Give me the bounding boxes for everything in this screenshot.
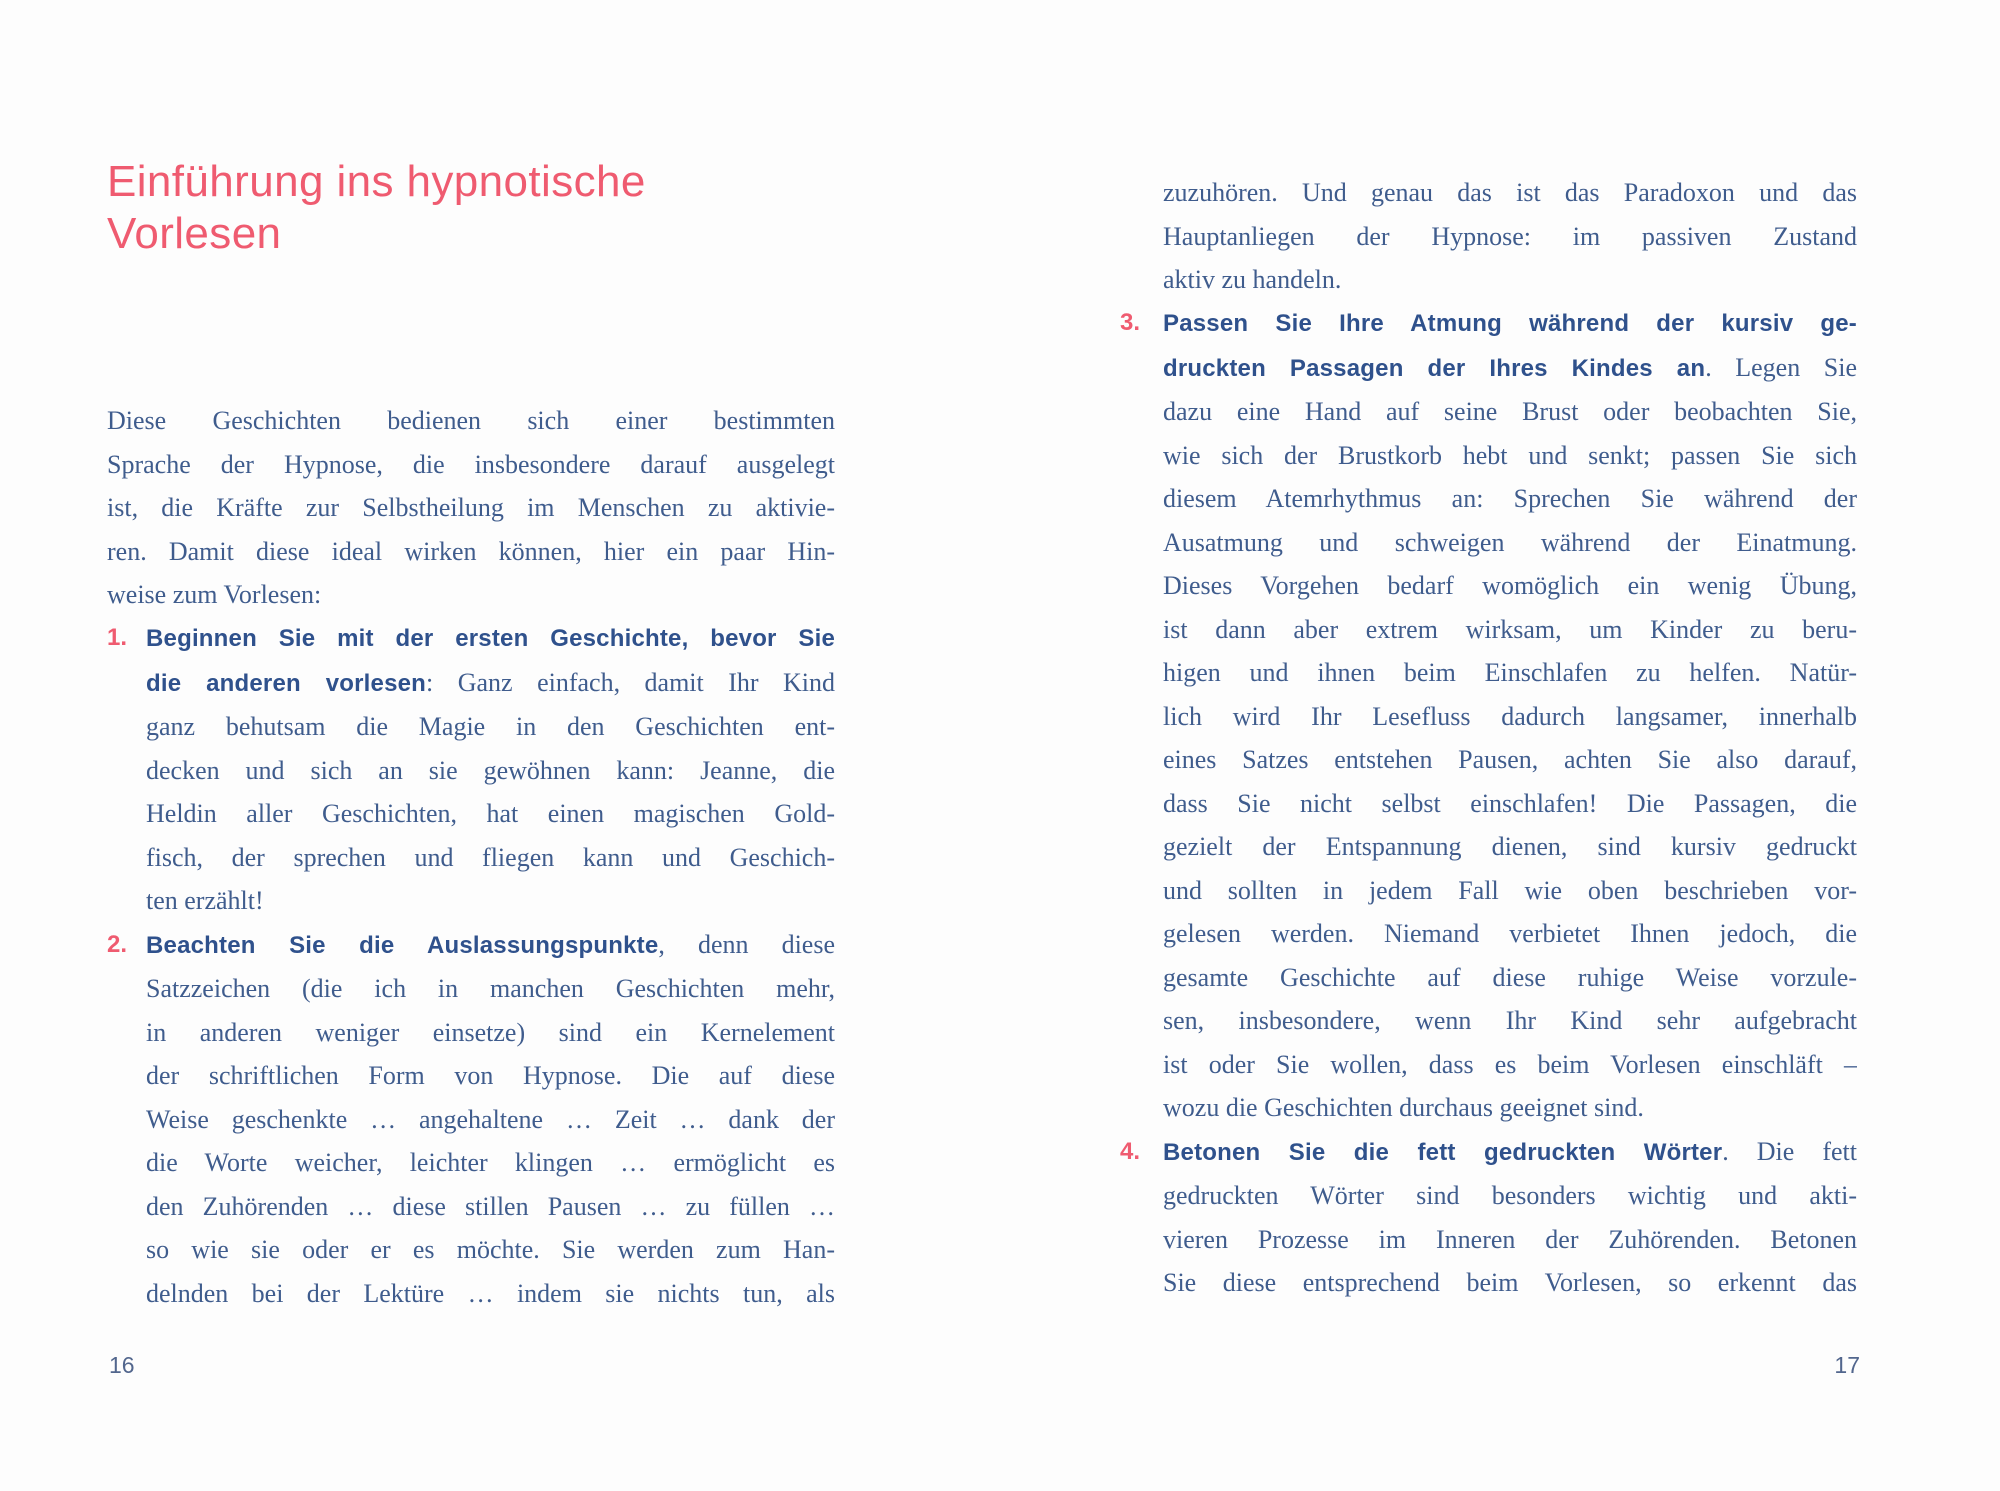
- text-line: [1163, 258, 1857, 302]
- list-item-number: 4.: [1120, 1137, 1141, 1165]
- bold-text-segment: Passen Sie Ihre Atmung während der kursiv ge-: [1163, 310, 1857, 337]
- text-line: [1163, 651, 1857, 695]
- text-segment: sen, insbesondere, wenn Ihr Kind sehr aufgebracht: [1163, 1006, 1857, 1035]
- text-line: [1163, 1218, 1857, 1262]
- text-segment: ganz behutsam die Magie in den Geschichten ent-: [146, 712, 835, 741]
- text-segment: weise zum Vorlesen:: [107, 580, 322, 609]
- text-segment: eines Satzes entstehen Pausen, achten Sie also darauf,: [1163, 745, 1857, 774]
- text-line: [1163, 1261, 1857, 1305]
- text-line: [107, 530, 835, 574]
- text-line: [1163, 477, 1857, 521]
- text-line: [1163, 215, 1857, 259]
- text-line: [146, 616, 835, 661]
- text-segment: diesem Atemrhythmus an: Sprechen Sie während der: [1163, 484, 1857, 513]
- text-segment: Diese Geschichten bedienen sich einer bestimmten: [107, 406, 835, 435]
- text-segment: Hauptanliegen der Hypnose: im passiven Zustand: [1163, 221, 1857, 251]
- text-segment: . Legen Sie: [1705, 352, 1857, 382]
- text-line: [146, 1054, 835, 1098]
- text-line: [1163, 738, 1857, 782]
- text-segment: . Die fett: [1722, 1136, 1857, 1166]
- page-title-line: Einführung ins hypnotische: [107, 157, 646, 206]
- text-segment: so wie sie oder er es möchte. Sie werden zum Han-: [146, 1235, 835, 1264]
- list-item-text: [146, 616, 835, 923]
- text-segment: ten erzählt!: [146, 886, 264, 915]
- text-line: [1163, 390, 1857, 434]
- bold-text-segment: Beginnen Sie mit der ersten Geschichte, bevor Sie: [146, 625, 835, 652]
- text-line: [107, 399, 835, 443]
- list-item-text: [146, 923, 835, 1316]
- page-title: [107, 156, 857, 260]
- text-line: [1163, 346, 1857, 391]
- text-line: [1163, 564, 1857, 608]
- text-line: [1163, 869, 1857, 913]
- bold-text-segment: Beachten Sie die Auslassungspunkte: [146, 931, 659, 959]
- list-item: [1120, 1130, 1857, 1305]
- list-item-text: [1163, 1130, 1857, 1305]
- text-segment: ist dann aber extrem wirksam, um Kinder zu beru-: [1163, 614, 1857, 644]
- list-item: [107, 923, 835, 1316]
- text-line: [146, 923, 835, 968]
- list-item-number: 3.: [1120, 309, 1141, 336]
- page-number-left: 16: [109, 1352, 135, 1378]
- intro-paragraph: [107, 399, 835, 617]
- text-line: [1163, 782, 1857, 826]
- bold-text-segment: druckten Passagen der Ihres Kindes an: [1163, 354, 1706, 382]
- text-segment: wozu die Geschichten durchaus geeignet sind.: [1163, 1093, 1644, 1122]
- text-line: [146, 1141, 835, 1185]
- text-segment: gezielt der Entspannung dienen, sind kursiv gedruckt: [1163, 832, 1857, 861]
- text-line: [146, 1011, 835, 1055]
- bold-text-segment: die anderen vorlesen: [146, 669, 427, 697]
- text-line: [1163, 434, 1857, 478]
- text-line: [1163, 1130, 1857, 1175]
- text-segment: Sprache der Hypnose, die insbesondere darauf ausgelegt: [107, 449, 835, 479]
- text-segment: den Zuhörenden … diese stillen Pausen … zu füllen …: [146, 1191, 835, 1221]
- text-segment: , denn diese: [658, 929, 835, 959]
- text-segment: die Worte weicher, leichter klingen … ermöglicht es: [146, 1148, 835, 1177]
- text-line: [146, 1228, 835, 1272]
- continuation-paragraph: [1163, 171, 1857, 302]
- text-segment: Heldin aller Geschichten, hat einen magischen Gold-: [146, 799, 835, 828]
- text-segment: higen und ihnen beim Einschlafen zu helfen. Natür-: [1163, 658, 1857, 687]
- text-segment: lich wird Ihr Lesefluss dadurch langsamer, innerhalb: [1163, 701, 1857, 731]
- text-line: [1163, 171, 1857, 215]
- text-line: [1163, 825, 1857, 869]
- text-line: [1163, 999, 1857, 1043]
- text-segment: der schriftlichen Form von Hypnose. Die auf diese: [146, 1061, 835, 1090]
- text-line: [107, 573, 835, 617]
- text-line: [1163, 912, 1857, 956]
- text-line: [107, 486, 835, 530]
- text-segment: dass Sie nicht selbst einschlafen! Die Passagen, die: [1163, 788, 1857, 818]
- instruction-list-right: [1120, 301, 1857, 1305]
- text-segment: in anderen weniger einsetze) sind ein Kernelement: [146, 1017, 835, 1047]
- text-line: [146, 661, 835, 706]
- text-line: [1163, 608, 1857, 652]
- text-segment: Satzzeichen (die ich in manchen Geschichten mehr,: [146, 974, 835, 1003]
- text-segment: : Ganz einfach, damit Ihr Kind: [426, 667, 835, 697]
- page-title-line: Vorlesen: [107, 209, 282, 258]
- page-number-right: 17: [1834, 1352, 1860, 1378]
- text-segment: ist oder Sie wollen, dass es beim Vorlesen einschläft –: [1163, 1049, 1857, 1079]
- text-segment: ist, die Kräfte zur Selbstheilung im Menschen zu aktivie-: [107, 493, 835, 522]
- text-segment: dazu eine Hand auf seine Brust oder beobachten Sie,: [1163, 397, 1857, 426]
- text-line: [146, 836, 835, 880]
- text-line: [146, 792, 835, 836]
- list-item-text: [1163, 301, 1857, 1130]
- text-line: [1163, 301, 1857, 346]
- text-line: [1163, 521, 1857, 565]
- text-line: [146, 1098, 835, 1142]
- list-item-number: 1.: [107, 624, 128, 651]
- text-line: [146, 967, 835, 1011]
- text-segment: Dieses Vorgehen bedarf womöglich ein wenig Übung,: [1163, 571, 1857, 600]
- text-segment: Ausatmung und schweigen während der Einatmung.: [1163, 527, 1857, 557]
- list-item-number: 2.: [107, 930, 128, 958]
- text-line: [1163, 695, 1857, 739]
- text-segment: ren. Damit diese ideal wirken können, hier ein paar Hin-: [107, 536, 835, 566]
- text-line: [1163, 1086, 1857, 1130]
- list-item: [1120, 301, 1857, 1130]
- text-line: [107, 443, 835, 487]
- text-segment: wie sich der Brustkorb hebt und senkt; passen Sie sich: [1163, 440, 1857, 470]
- text-segment: vieren Prozesse im Inneren der Zuhörenden. Betonen: [1163, 1224, 1857, 1254]
- text-segment: delnden bei der Lektüre … indem sie nichts tun, als: [146, 1278, 835, 1308]
- text-segment: Weise geschenkte … angehaltene … Zeit … dank der: [146, 1104, 835, 1134]
- text-segment: gedruckten Wörter sind besonders wichtig und akti-: [1163, 1181, 1857, 1210]
- text-line: [1163, 1043, 1857, 1087]
- text-line: [1163, 1174, 1857, 1218]
- text-line: [146, 749, 835, 793]
- text-line: [146, 879, 835, 923]
- text-line: [146, 1185, 835, 1229]
- text-segment: decken und sich an sie gewöhnen kann: Jeanne, die: [146, 755, 835, 785]
- text-segment: gelesen werden. Niemand verbietet Ihnen jedoch, die: [1163, 919, 1857, 948]
- instruction-list-left: [107, 616, 835, 1315]
- text-line: [1163, 956, 1857, 1000]
- text-line: [146, 705, 835, 749]
- text-segment: aktiv zu handeln.: [1163, 265, 1342, 294]
- text-segment: zuzuhören. Und genau das ist das Paradoxon und das: [1163, 178, 1857, 207]
- text-line: [146, 1272, 835, 1316]
- text-segment: und sollten in jedem Fall wie oben beschrieben vor-: [1163, 875, 1857, 905]
- bold-text-segment: Betonen Sie die fett gedruckten Wörter: [1163, 1138, 1723, 1166]
- text-segment: Sie diese entsprechend beim Vorlesen, so erkennt das: [1163, 1268, 1857, 1297]
- text-segment: fisch, der sprechen und fliegen kann und Geschich-: [146, 842, 835, 872]
- text-segment: gesamte Geschichte auf diese ruhige Weise vorzule-: [1163, 962, 1857, 992]
- list-item: [107, 616, 835, 923]
